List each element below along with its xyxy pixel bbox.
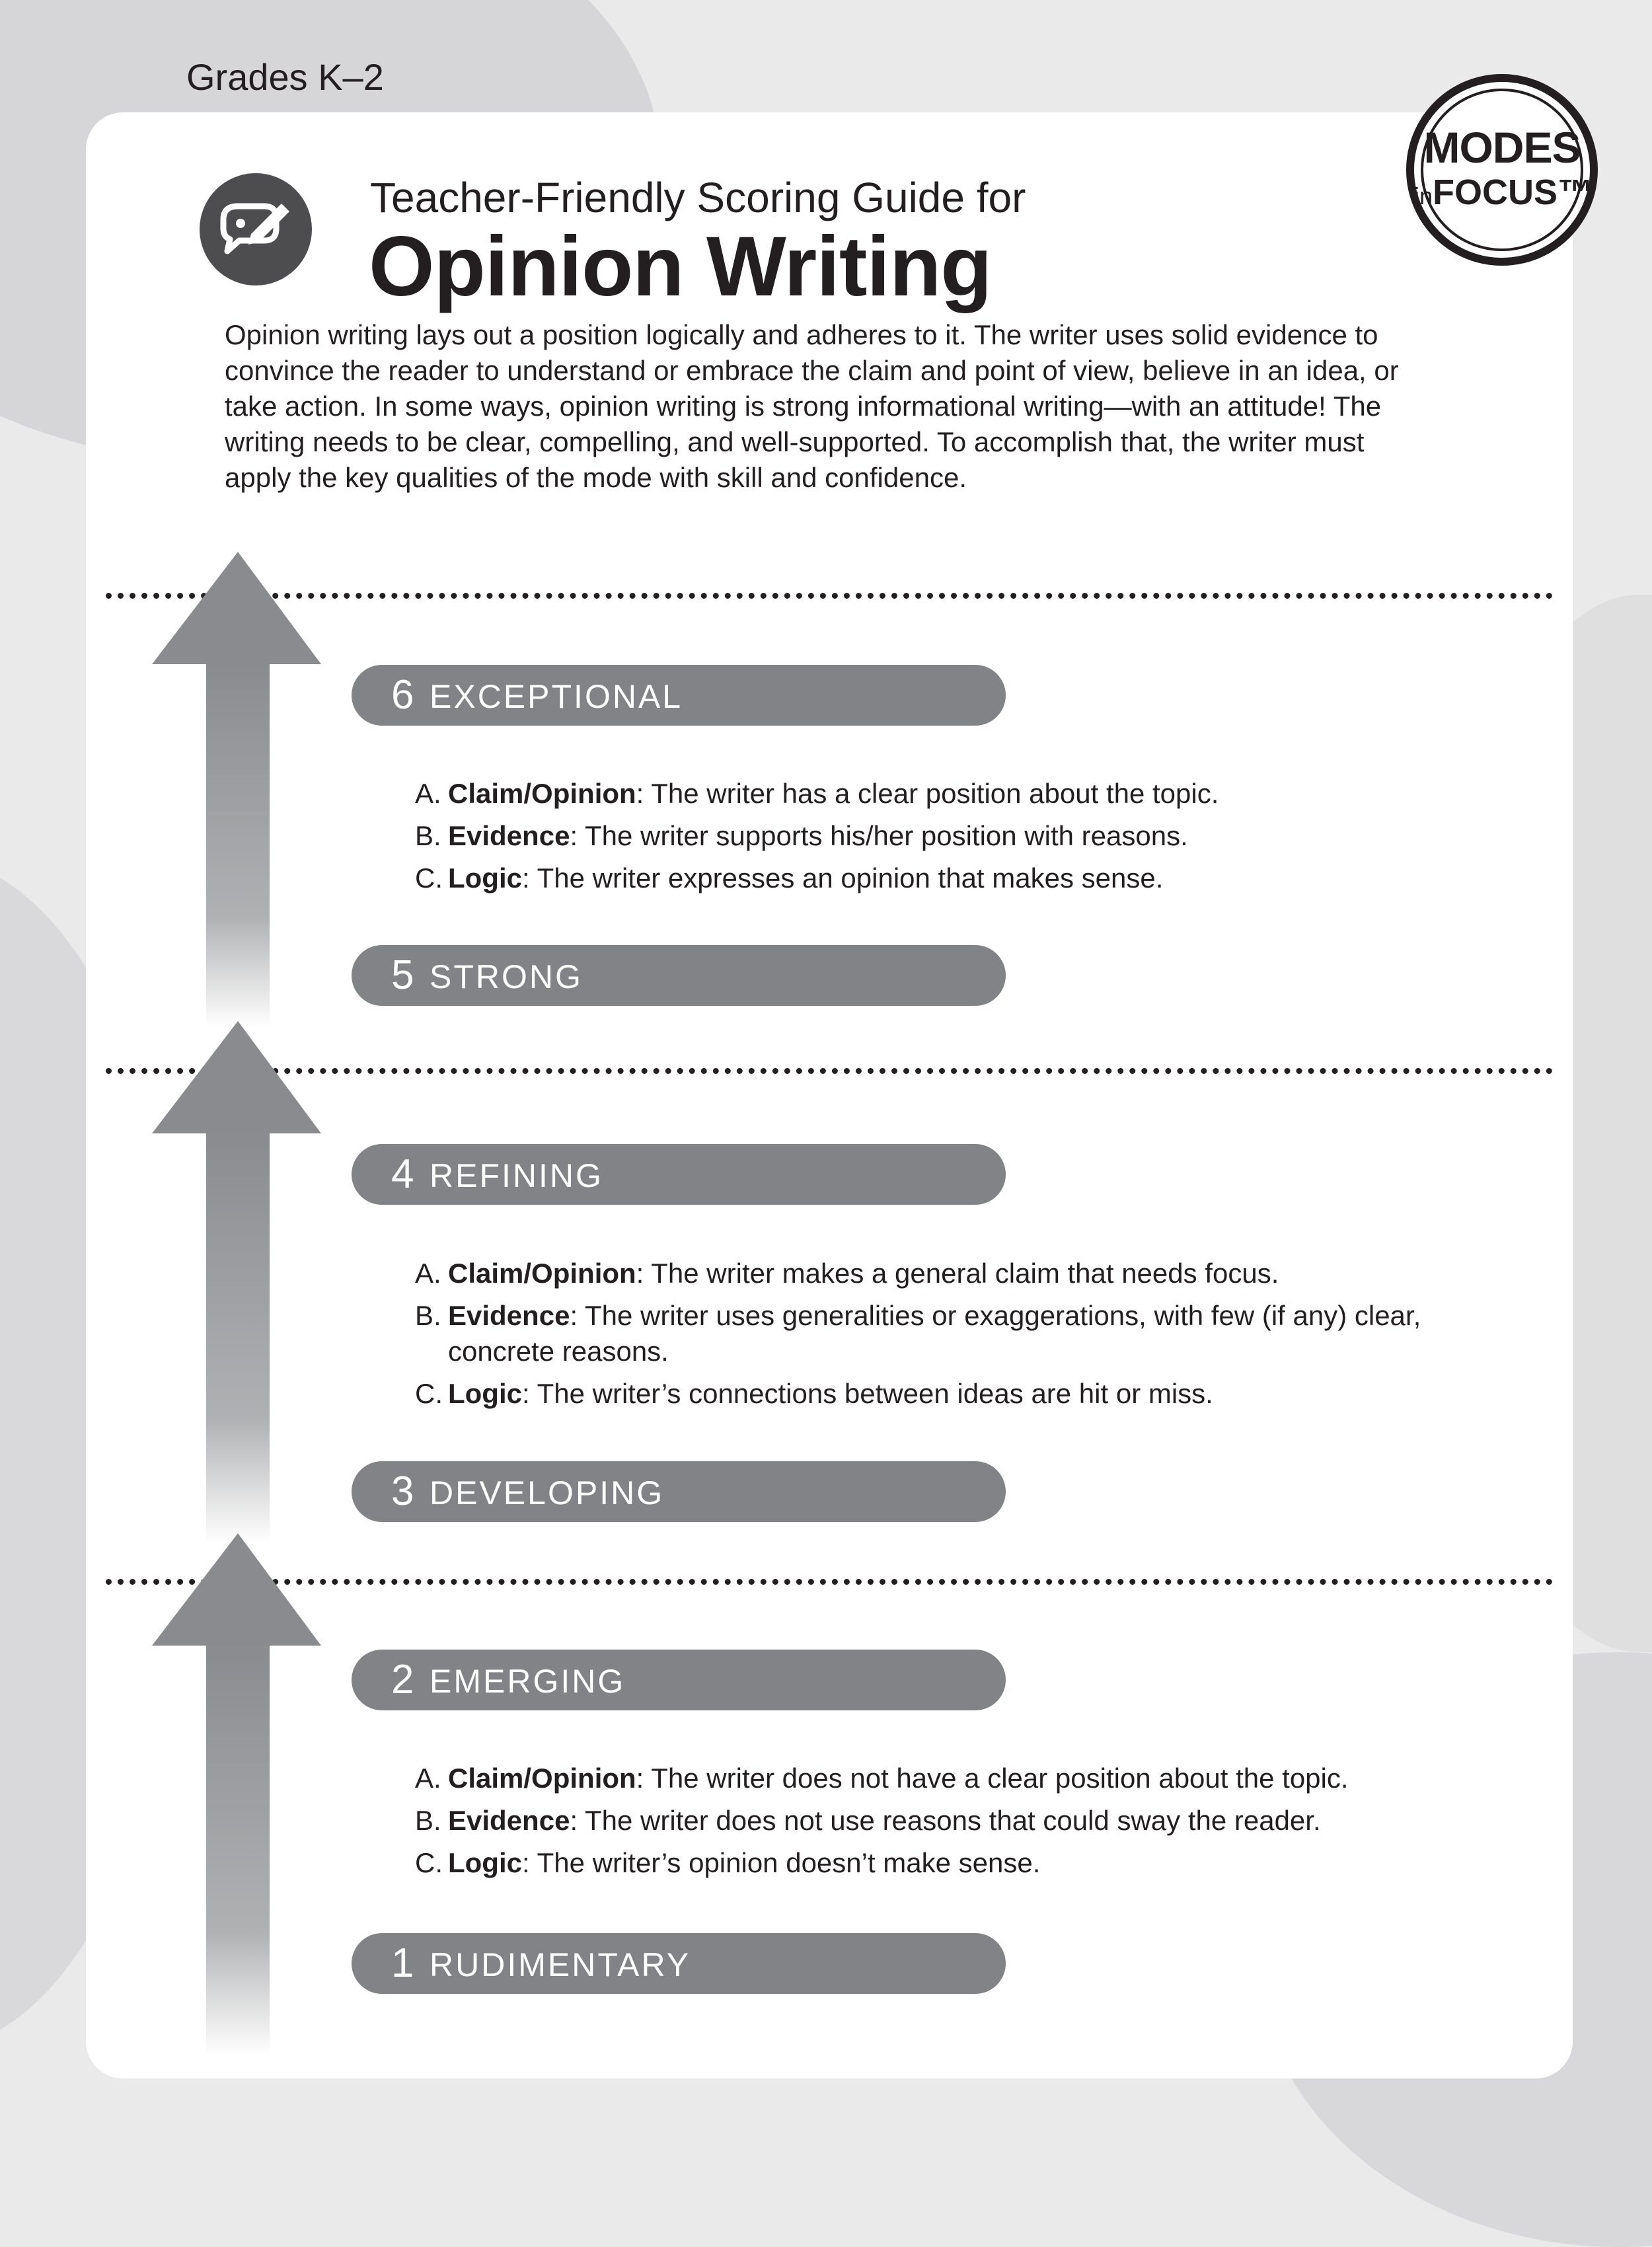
level-label: EMERGING [430, 1663, 626, 1700]
criterion-term: Claim/Opinion [448, 1763, 636, 1794]
criterion-term: Logic [448, 1847, 522, 1878]
criterion-text: : The writer makes a general claim that needs focus. [636, 1258, 1279, 1289]
level-5-bar [352, 945, 1006, 1006]
page-subtitle: Teacher-Friendly Scoring Guide for [370, 174, 1026, 221]
criterion-letter: B. [415, 1805, 441, 1836]
criterion-term: Evidence [448, 1805, 570, 1836]
criterion-term: Evidence [448, 1300, 570, 1331]
level-number: 2 [391, 1657, 414, 1702]
upward-arrow [152, 1021, 324, 1543]
criteria-list-emerging [415, 1761, 1446, 1887]
level-3-bar [352, 1461, 1006, 1522]
level-6-bar [352, 665, 1006, 726]
level-number: 3 [391, 1468, 414, 1514]
logo-text-focus: FOCUS™ [1433, 172, 1594, 212]
criterion-item [415, 1845, 1446, 1881]
criterion-text: : The writer’s connections between ideas are hit or miss. [522, 1378, 1213, 1409]
criterion-text: : The writer does not use reasons that could sway the reader. [570, 1805, 1321, 1836]
criterion-item [415, 860, 1446, 896]
level-label: EXCEPTIONAL [430, 678, 683, 715]
grades-label: Grades K–2 [186, 56, 384, 98]
criterion-text: : The writer’s opinion doesn’t make sense. [522, 1847, 1041, 1878]
speech-bubble-pencil-icon [200, 173, 312, 286]
criterion-letter: B. [415, 820, 441, 851]
logo-text-modes: MODES [1423, 123, 1581, 172]
level-label: DEVELOPING [430, 1474, 665, 1511]
criterion-item [415, 1376, 1446, 1412]
criterion-term: Logic [448, 862, 522, 894]
criterion-term: Evidence [448, 820, 570, 851]
logo-text-in-focus [1414, 172, 1594, 214]
level-number: 1 [391, 1940, 414, 1986]
criterion-letter: A. [415, 1763, 441, 1794]
criterion-text: : The writer does not have a clear position about the topic. [636, 1763, 1349, 1794]
upward-arrow [152, 552, 324, 1028]
criteria-list-refining [415, 1256, 1446, 1418]
level-label: RUDIMENTARY [430, 1946, 691, 1983]
criterion-letter: C. [415, 1847, 443, 1878]
criterion-text: : The writer supports his/her position with reasons. [570, 820, 1188, 851]
level-number: 5 [391, 952, 414, 998]
criterion-item [415, 818, 1446, 854]
level-label: REFINING [430, 1157, 603, 1194]
criterion-text: : The writer uses generalities or exaggerations, with few (if any) clear, concrete reasons. [448, 1300, 1421, 1367]
page-title: Opinion Writing [369, 219, 992, 314]
upward-arrow [152, 1533, 324, 2055]
criterion-item [415, 776, 1446, 812]
level-1-bar [352, 1933, 1006, 1994]
criterion-term: Claim/Opinion [448, 778, 636, 809]
criterion-letter: C. [415, 862, 443, 894]
modes-in-focus-logo [1406, 74, 1598, 266]
criterion-text: : The writer expresses an opinion that makes sense. [522, 862, 1164, 894]
criterion-item [415, 1256, 1446, 1291]
level-label: STRONG [430, 958, 583, 995]
criteria-list-exceptional [415, 776, 1446, 903]
logo-text-in: in [1414, 182, 1433, 209]
level-number: 4 [391, 1151, 414, 1197]
level-2-bar [352, 1650, 1006, 1710]
criterion-term: Logic [448, 1378, 522, 1409]
criterion-item [415, 1298, 1446, 1369]
level-4-bar [352, 1144, 1006, 1205]
criterion-letter: A. [415, 778, 441, 809]
criterion-letter: B. [415, 1300, 441, 1331]
level-number: 6 [391, 672, 414, 718]
criterion-text: : The writer has a clear position about the topic. [636, 778, 1219, 809]
intro-paragraph: Opinion writing lays out a position logically and adheres to it. The writer uses solid evidence to convince the reader to understand or embrace the claim and point of view, believe in an idea, or take action. In some ways, opinion writing is strong informational writing—with an attitude! The writing needs to be clear, compelling, and well-supported. To accomplish that, the writer must apply the key qualities of the mode with skill and confidence. [225, 319, 1399, 493]
criterion-item [415, 1803, 1446, 1839]
criterion-letter: C. [415, 1378, 443, 1409]
criterion-letter: A. [415, 1258, 441, 1289]
criterion-item [415, 1761, 1446, 1796]
criterion-term: Claim/Opinion [448, 1258, 636, 1289]
